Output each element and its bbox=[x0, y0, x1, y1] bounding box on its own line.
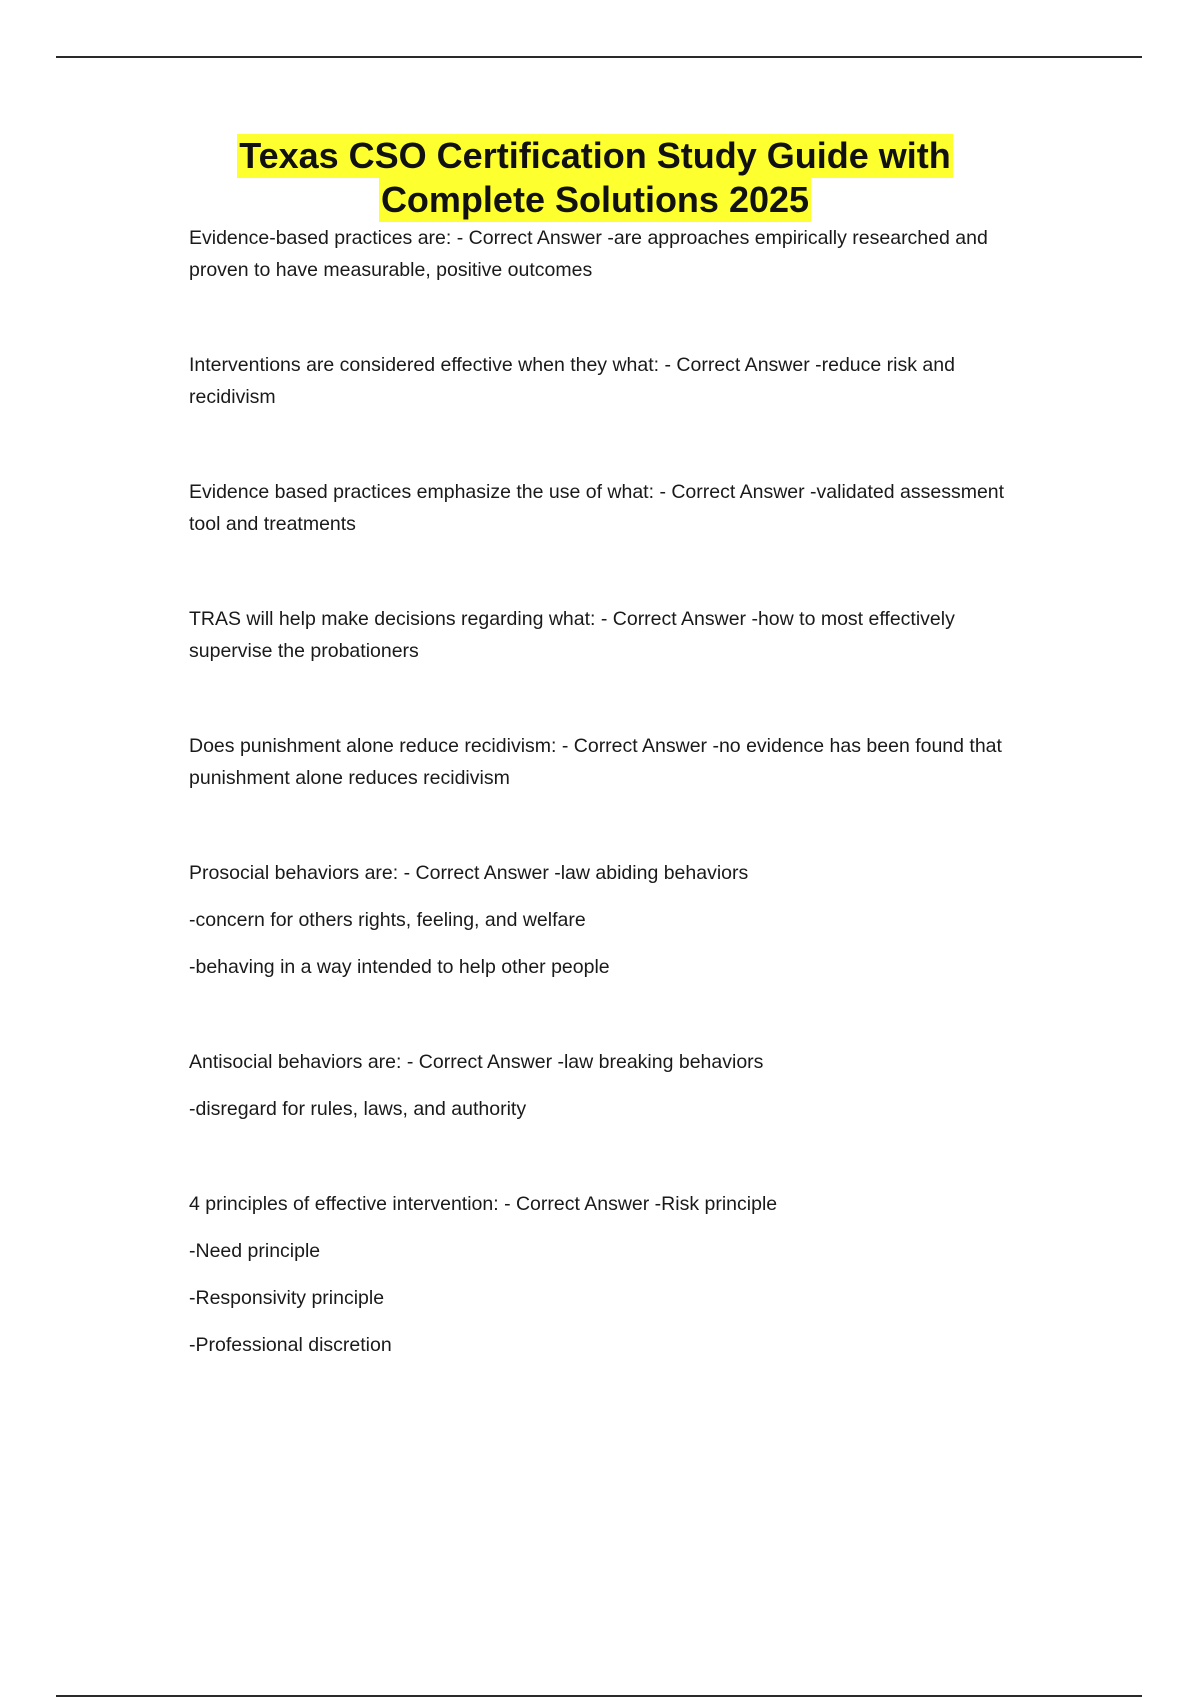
qa-item-1 bbox=[189, 222, 1039, 286]
title-line-1: Texas CSO Certification Study Guide with bbox=[239, 135, 951, 176]
qa-answer-line: -behaving in a way intended to help other people bbox=[189, 956, 610, 978]
qa-item-8 bbox=[189, 1188, 1039, 1361]
qa-question: 4 principles of effective intervention: - Correct Answer -Risk principle bbox=[189, 1193, 778, 1215]
study-guide-content bbox=[189, 222, 1039, 1424]
qa-item-7 bbox=[189, 1046, 1039, 1125]
qa-question: TRAS will help make decisions regarding what: - Correct Answer -how to most effectively supervise the probationers bbox=[189, 608, 955, 662]
qa-item-3 bbox=[189, 476, 1039, 540]
top-rule bbox=[56, 56, 1142, 58]
qa-answer-line: -disregard for rules, laws, and authority bbox=[189, 1098, 527, 1120]
qa-question: Interventions are considered effective when they what: - Correct Answer -reduce risk and recidivism bbox=[189, 354, 955, 408]
title-line-2: Complete Solutions 2025 bbox=[380, 179, 810, 220]
qa-question: Evidence-based practices are: - Correct Answer -are approaches empirically researched and proven to have measurable, positive outcomes bbox=[189, 227, 988, 281]
qa-item-2 bbox=[189, 349, 1039, 413]
bottom-rule bbox=[56, 1695, 1142, 1697]
document-title bbox=[190, 134, 1000, 222]
qa-question: Evidence based practices emphasize the use of what: - Correct Answer -validated assessment tool and treatments bbox=[189, 481, 1005, 535]
qa-item-4 bbox=[189, 603, 1039, 667]
qa-question: Does punishment alone reduce recidivism: - Correct Answer -no evidence has been found that punishment alone reduces recidivism bbox=[189, 735, 1002, 789]
qa-answer-line: -Responsivity principle bbox=[189, 1287, 385, 1309]
qa-answer-line: -concern for others rights, feeling, and welfare bbox=[189, 909, 586, 931]
qa-question: Prosocial behaviors are: - Correct Answer -law abiding behaviors bbox=[189, 862, 749, 884]
qa-question: Antisocial behaviors are: - Correct Answer -law breaking behaviors bbox=[189, 1051, 764, 1073]
qa-answer-line: -Professional discretion bbox=[189, 1334, 392, 1356]
qa-item-6 bbox=[189, 857, 1039, 983]
qa-answer-line: -Need principle bbox=[189, 1240, 321, 1262]
qa-item-5 bbox=[189, 730, 1039, 794]
